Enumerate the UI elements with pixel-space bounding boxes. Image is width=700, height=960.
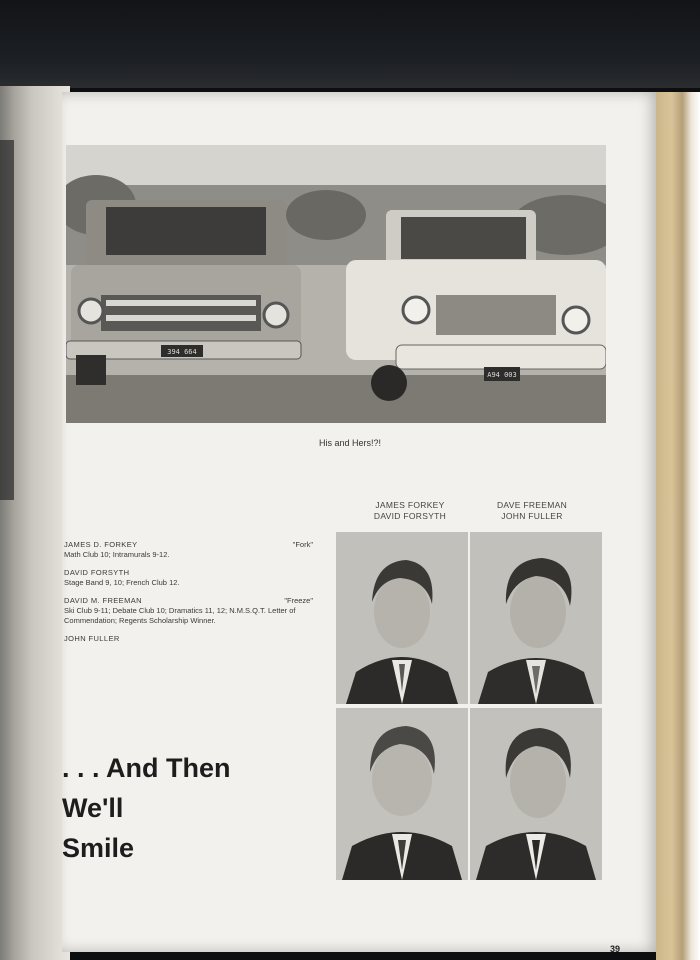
bio-entry: [64, 596, 319, 626]
portrait-dave-freeman: [470, 532, 602, 704]
bio-nickname: "Freeze": [284, 596, 313, 605]
scanner-top-shadow: [0, 0, 700, 88]
bio-entry: [64, 634, 319, 644]
headline-line: Smile: [62, 833, 135, 863]
bio-name: DAVID FORSYTH: [64, 568, 130, 577]
portrait-james-forkey: [336, 532, 468, 704]
names-header-left: [350, 500, 470, 522]
bio-entry: [64, 540, 319, 560]
bio-details: Stage Band 9, 10; French Club 12.: [64, 578, 180, 587]
names-header-right: [472, 500, 592, 522]
header-name: DAVE FREEMAN: [496, 500, 568, 510]
header-name: JAMES FORKEY: [375, 500, 445, 510]
portrait-david-forsyth: [336, 708, 468, 880]
header-name: DAVID FORSYTH: [373, 511, 447, 521]
page-stack-edge: [656, 92, 700, 960]
page-number: 39: [610, 944, 621, 954]
portrait-john-fuller: [470, 708, 602, 880]
page-headline: [62, 748, 231, 868]
bio-details: Ski Club 9-11; Debate Club 10; Dramatics 11, 12; N.M.S.Q.T. Letter of Commendation; Regents Scholarship Winner.: [64, 606, 296, 625]
bio-name: JOHN FULLER: [64, 634, 120, 643]
photo-caption: His and Hers!?!: [318, 438, 382, 448]
bio-details: Math Club 10; Intramurals 9-12.: [64, 550, 170, 559]
bio-name: DAVID M. FREEMAN: [64, 596, 142, 605]
left-truck: [66, 200, 301, 385]
header-name: JOHN FULLER: [501, 511, 563, 521]
left-page-dark-strip: [0, 140, 14, 500]
headline-line: We'll: [62, 793, 124, 823]
student-bios: [64, 540, 319, 652]
trucks-photo: [66, 145, 606, 423]
headline-line: . . . And Then: [62, 753, 231, 783]
left-plate: 394 664: [167, 348, 197, 356]
bio-name: JAMES D. FORKEY: [64, 540, 138, 549]
right-plate: A94 003: [487, 371, 517, 379]
bio-nickname: "Fork": [292, 540, 313, 549]
bio-entry: [64, 568, 319, 588]
